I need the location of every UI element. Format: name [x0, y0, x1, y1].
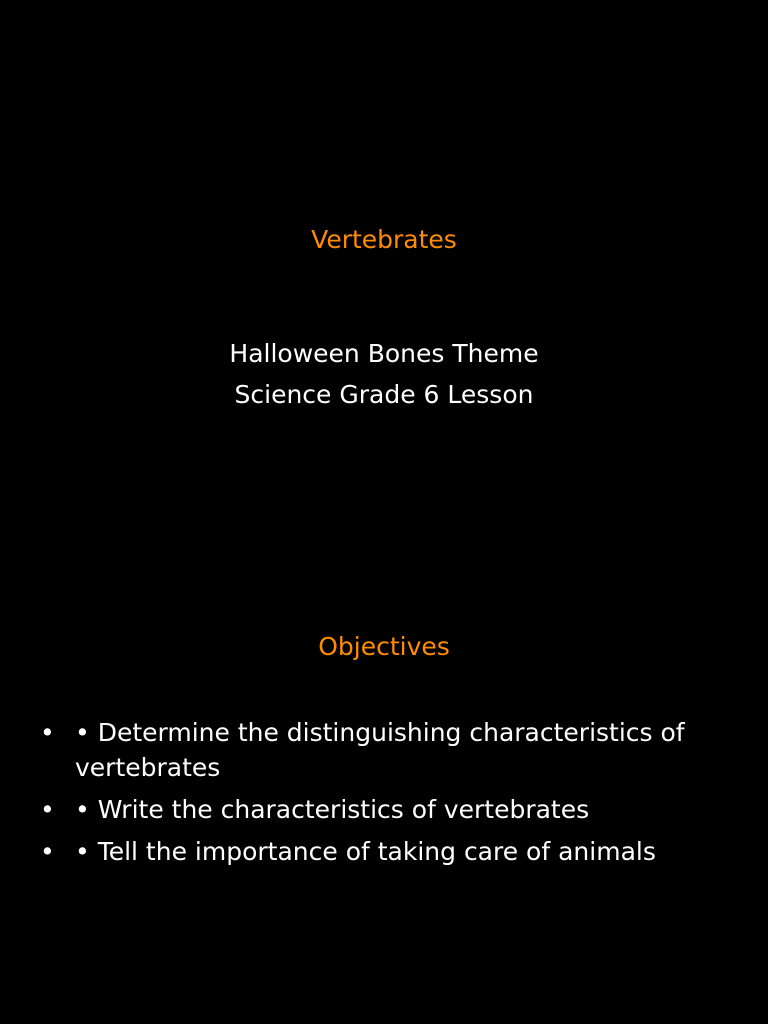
- list-item: [40, 792, 730, 827]
- list-item-text: • Tell the importance of taking care of animals: [75, 837, 656, 866]
- list-item: [40, 715, 730, 785]
- bullet-icon: •: [40, 837, 55, 866]
- slide-subtitle: [0, 333, 768, 415]
- subtitle-line: Science Grade 6 Lesson: [234, 380, 534, 409]
- objectives-list: [40, 715, 730, 876]
- slide-title: Objectives: [318, 632, 450, 661]
- bullet-icon: •: [40, 795, 55, 824]
- list-item-text: • Determine the distinguishing characteristics of vertebrates: [75, 718, 685, 782]
- subtitle-line: Halloween Bones Theme: [229, 339, 539, 368]
- bullet-icon: •: [40, 718, 55, 747]
- list-item: [40, 834, 730, 869]
- list-item-text: • Write the characteristics of vertebrates: [75, 795, 590, 824]
- objectives-slide: [0, 512, 768, 1024]
- slide-title: Vertebrates: [311, 225, 457, 254]
